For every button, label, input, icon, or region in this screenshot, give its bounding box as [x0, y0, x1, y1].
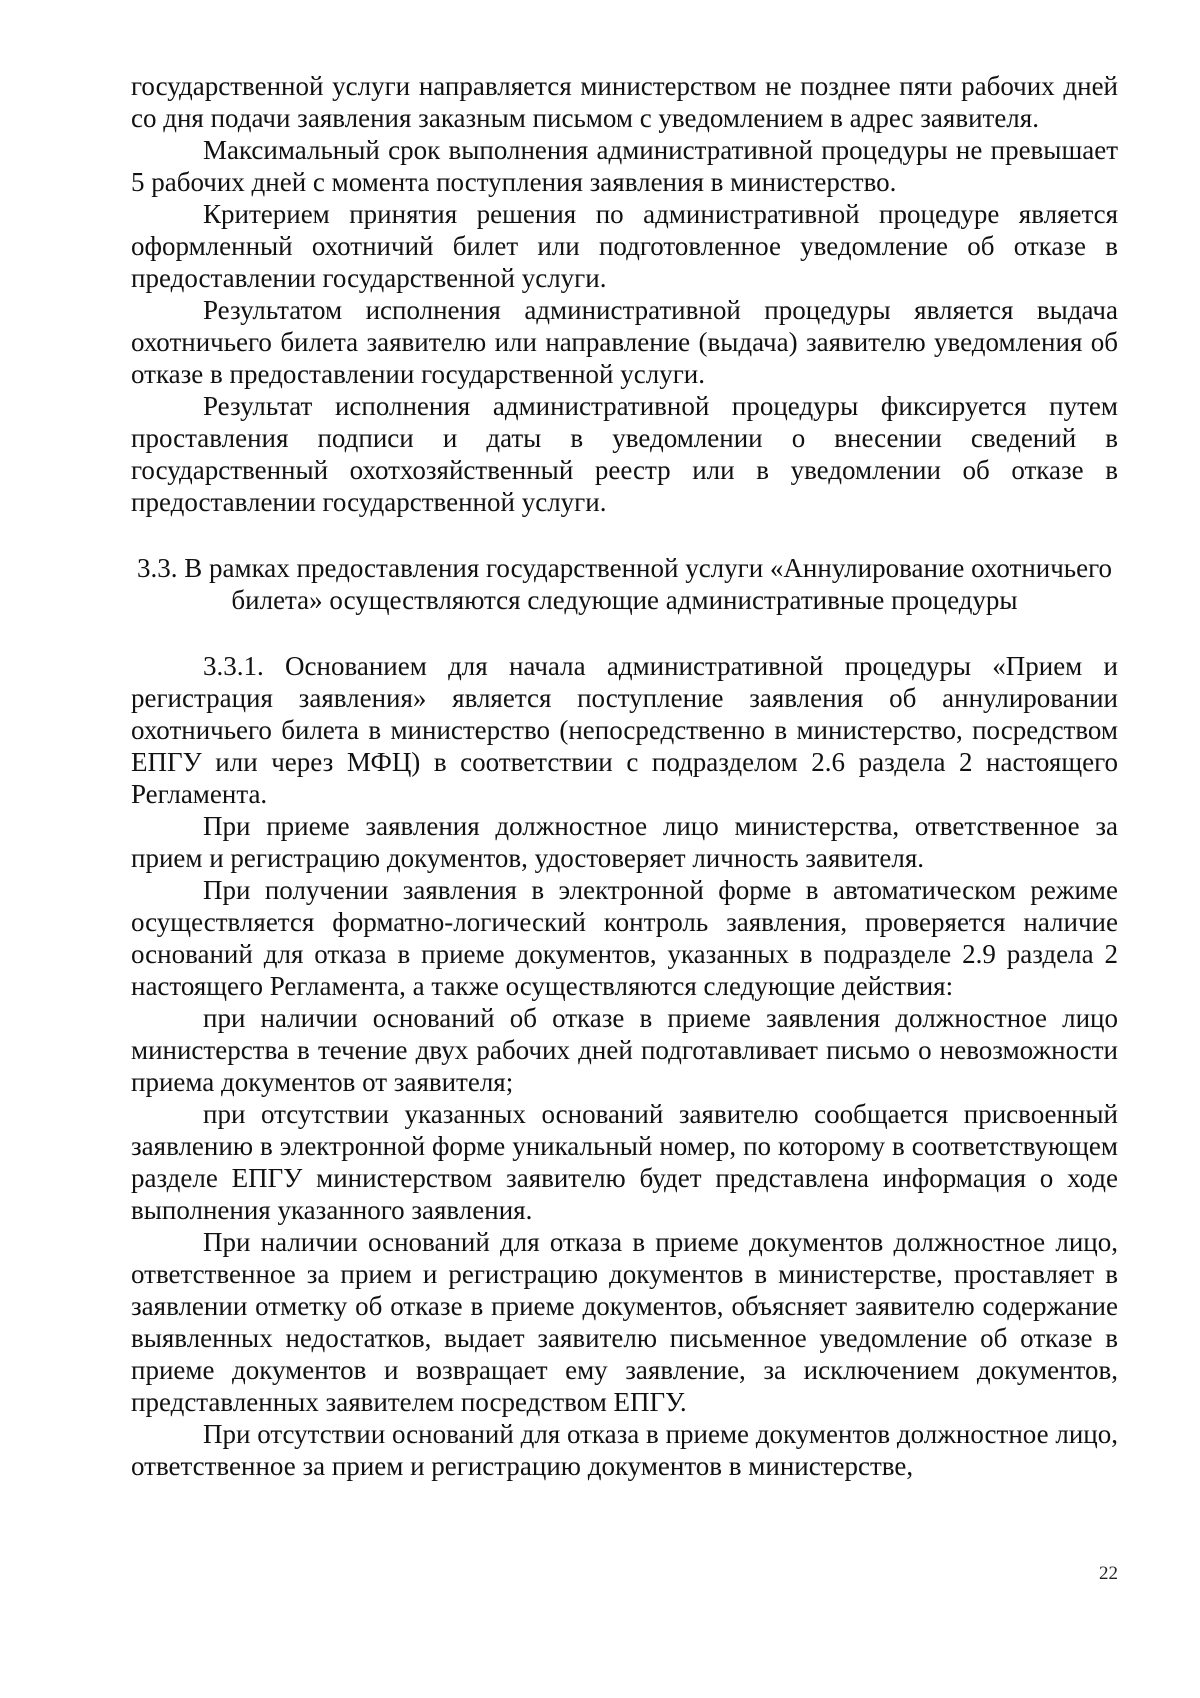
paragraph: При получении заявления в электронной форме в автоматическом режиме осуществляется форматно-логический контроль заявления, проверяется наличие оснований для отказа в приеме документов, указанных в подразделе 2.9 раздела 2 настоящего Регламента, а также осуществляются следующие действия: — [131, 875, 1118, 1001]
paragraph: При отсутствии оснований для отказа в приеме документов должностное лицо, ответственное за прием и регистрацию документов в министерстве, — [131, 1419, 1118, 1481]
paragraph: Критерием принятия решения по административной процедуре является оформленный охотничий билет или подготовленное уведомление об отказе в предоставлении государственной услуги. — [131, 199, 1118, 293]
paragraph: При наличии оснований для отказа в приеме документов должностное лицо, ответственное за прием и регистрацию документов в министерстве, проставляет в заявлении отметку об отказе в приеме документов, объясняет заявителю содержание выявленных недостатков, выдает заявителю письменное уведомление об отказе в приеме документов и возвращает ему заявление, за исключением документов, представленных заявителем посредством ЕПГУ. — [131, 1227, 1118, 1417]
paragraph: при наличии оснований об отказе в приеме заявления должностное лицо министерства в течение двух рабочих дней подготавливает письмо о невозможности приема документов от заявителя; — [131, 1003, 1118, 1097]
page-number: 22 — [1099, 1563, 1118, 1584]
paragraph: при отсутствии указанных оснований заявителю сообщается присвоенный заявлению в электронной форме уникальный номер, по которому в соответствующем разделе ЕПГУ министерством заявителю будет представлена информация о ходе выполнения указанного заявления. — [131, 1099, 1118, 1225]
paragraph: Максимальный срок выполнения административной процедуры не превышает 5 рабочих дней с момента поступления заявления в министерство. — [131, 135, 1118, 197]
paragraph: Результат исполнения административной процедуры фиксируется путем проставления подписи и даты в уведомлении о внесении сведений в государственный охотхозяйственный реестр или в уведомлении об отказе в предоставлении государственной услуги. — [131, 391, 1118, 517]
paragraph: 3.3.1. Основанием для начала административной процедуры «Прием и регистрация заявления» является поступление заявления об аннулировании охотничьего билета в министерство (непосредственно в министерство, посредством ЕПГУ или через МФЦ) в соответствии с подразделом 2.6 раздела 2 настоящего Регламента. — [131, 651, 1118, 809]
document-body — [131, 70, 1118, 1482]
paragraph: государственной услуги направляется министерством не позднее пяти рабочих дней со дня подачи заявления заказным письмом с уведомлением в адрес заявителя. — [131, 71, 1118, 133]
paragraph: При приеме заявления должностное лицо министерства, ответственное за прием и регистрацию документов, удостоверяет личность заявителя. — [131, 811, 1118, 873]
section-heading: 3.3. В рамках предоставления государственной услуги «Аннулирование охотничьего билета» осуществляются следующие административные процедуры — [137, 553, 1112, 615]
paragraph: Результатом исполнения административной процедуры является выдача охотничьего билета заявителю или направление (выдача) заявителю уведомления об отказе в предоставлении государственной услуги. — [131, 295, 1118, 389]
